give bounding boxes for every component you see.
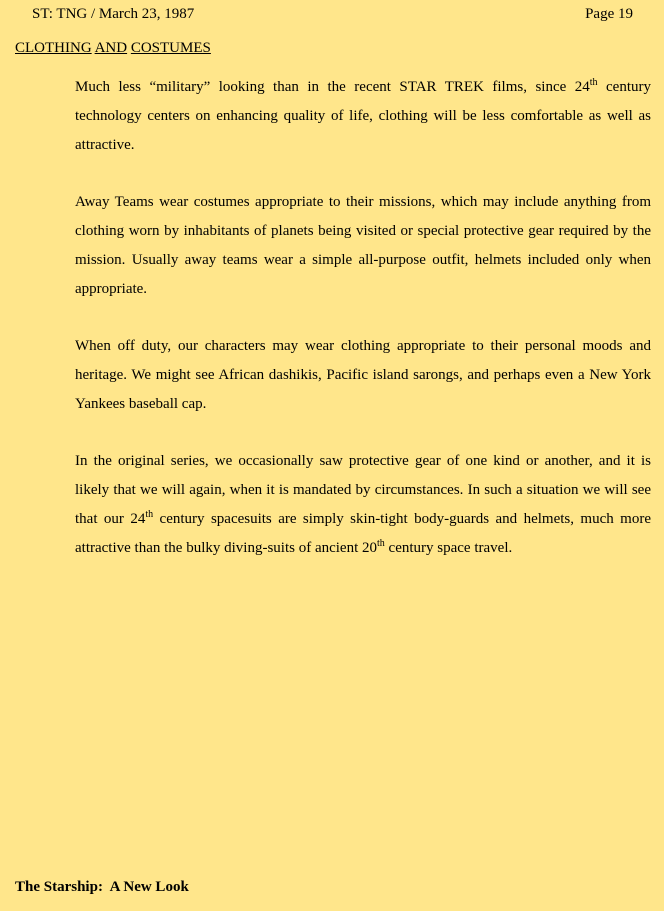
section-title (15, 38, 211, 58)
paragraph-text: century technology centers on enhancing quality of life, clothing will be less comfortable as well as attractive. (75, 79, 652, 153)
header-document-info: ST: TNG / March 23, 1987 (32, 6, 195, 22)
section-title-word: AND (94, 40, 128, 56)
paragraph-clothing-overview (75, 73, 651, 159)
body-text (75, 73, 651, 591)
page-number: Page 19 (585, 6, 633, 22)
section-title-word: COSTUMES (130, 40, 211, 56)
paragraph-text: century space travel. (384, 539, 513, 556)
paragraph-text: Much less “military” looking than in the recent STAR TREK films, since 24 (75, 79, 590, 95)
superscript: th (145, 508, 154, 520)
paragraph-off-duty: When off duty, our characters may wear clothing appropriate to their personal moods and heritage. We might see African dashikis, Pacific island sarongs, and perhaps even a New York Yankees baseball cap. (75, 338, 651, 412)
section-title-word: CLOTHING (15, 40, 92, 56)
superscript: th (377, 537, 385, 549)
superscript: th (589, 77, 598, 88)
footer-document-title: The Starship: A New Look (15, 879, 189, 895)
paragraph-text: century spacesuits are simply skin-tight body-guards and helmets, much more attractive than the bulky diving-suits of ancient 20 (75, 510, 651, 556)
paragraph-text: In the original series, we occasionally saw protective gear of one kind or another, and it is likely that we will again, when it is mandated by circumstances. In such a situation we will see that our 24 (75, 453, 651, 527)
paragraph-protective-gear (75, 447, 651, 562)
paragraph-away-teams: Away Teams wear costumes appropriate to their missions, which may include anything from clothing worn by inhabitants of planets being visited or special protective gear required by the mission. Usually away teams wear a simple all-purpose outfit, helmets included only when appropriate. (75, 194, 651, 297)
